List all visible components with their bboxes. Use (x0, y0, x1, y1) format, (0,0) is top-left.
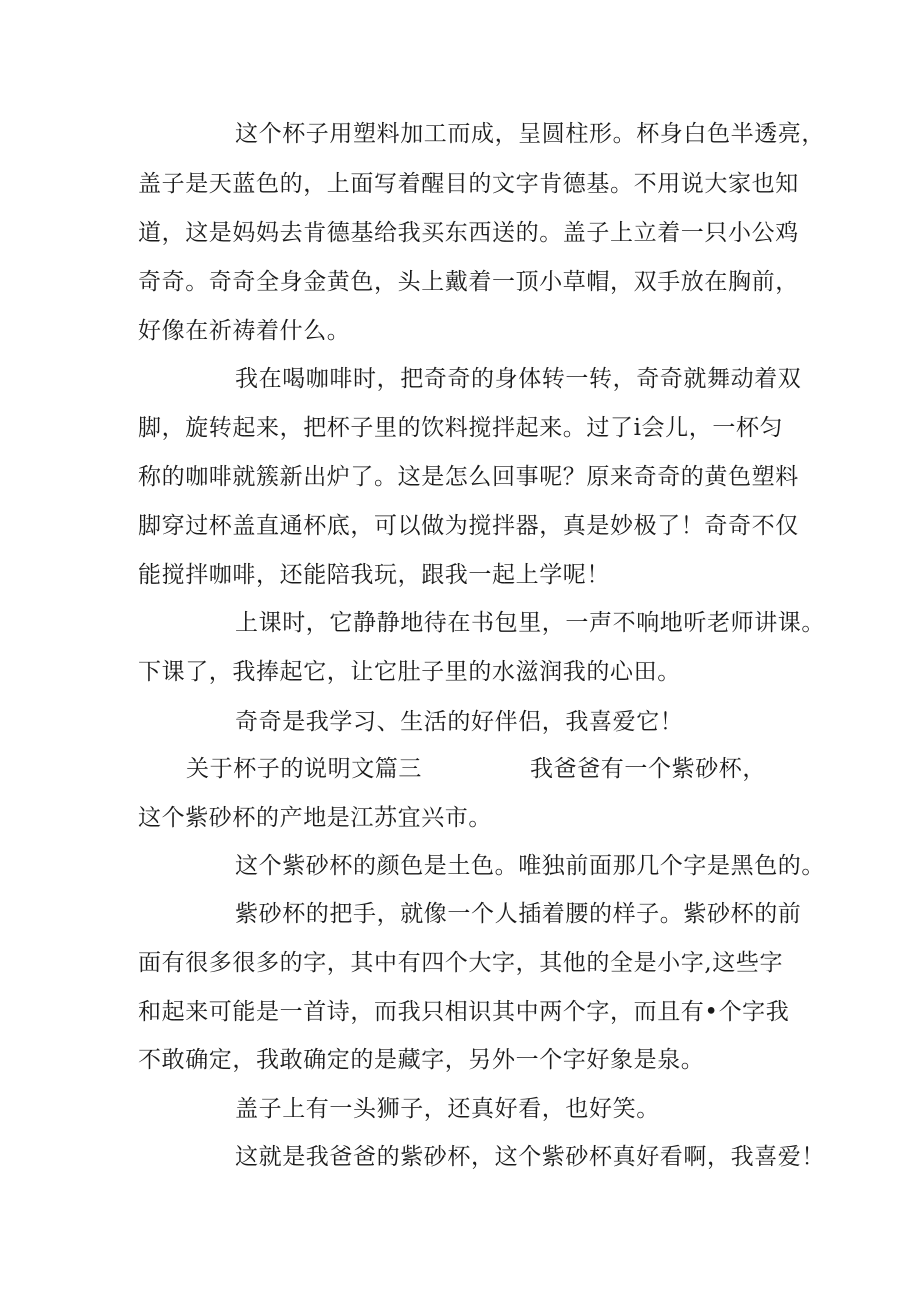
text: 道，这是妈妈去肯德基给我买东西送的。盖子上立着一只小公鸡 (138, 220, 799, 246)
section-heading-tail: 我爸爸有一个紫砂杯， (530, 756, 766, 782)
paragraph-4-line-1 (0, 704, 920, 740)
paragraph-5-line-1 (0, 800, 920, 836)
text: 好像在祈祷着什么。 (138, 318, 351, 344)
section-heading-line (0, 751, 920, 787)
paragraph-9-line-1 (0, 1139, 920, 1175)
text: 盖子是天蓝色的，上面写着醒目的文字肯德基。不用说大家也知 (138, 171, 799, 197)
paragraph-1-line-1 (0, 116, 920, 152)
text: 称的咖啡就簇新出炉了。这是怎么回事呢？原来奇奇的黄色塑料 (138, 464, 799, 490)
paragraph-1-line-2 (0, 166, 920, 202)
text: 盖子上有一头狮子，还真好看，也好笑。 (235, 1096, 660, 1122)
text: 上课时，它静静地待在书包里，一声不响地听老师讲课。 (235, 610, 825, 636)
paragraph-7-line-2 (0, 945, 920, 981)
paragraph-2-line-2 (0, 410, 920, 446)
paragraph-7-line-4 (0, 1042, 920, 1078)
paragraph-2-line-5 (0, 557, 920, 593)
text: 和起来可能是一首诗，而我只相识其中两个字，而且有•个字我 (138, 999, 790, 1025)
text: 面有很多很多的字，其中有四个大字，其他的全是小字,这些字 (138, 950, 784, 976)
paragraph-2-line-4 (0, 508, 920, 544)
paragraph-7-line-3 (0, 994, 920, 1030)
text: 脚穿过杯盖直通杯底，可以做为搅拌器，真是妙极了！奇奇不仅 (138, 513, 799, 539)
paragraph-3-line-2 (0, 654, 920, 690)
paragraph-1-line-3 (0, 215, 920, 251)
paragraph-8-line-1 (0, 1091, 920, 1127)
text: 奇奇。奇奇全身金黄色，头上戴着一顶小草帽，双手放在胸前， (138, 269, 799, 295)
text: 这个杯子用塑料加工而成，呈圆柱形。杯身白色半透亮， (235, 121, 825, 147)
text: 脚，旋转起来，把杯子里的饮料搅拌起来。过了i会儿，一杯匀 (138, 415, 784, 441)
text: 我在喝咖啡时，把奇奇的身体转一转，奇奇就舞动着双 (235, 366, 802, 392)
paragraph-7-line-1 (0, 896, 920, 932)
paragraph-3-line-1 (0, 605, 920, 641)
text: 这个紫砂杯的产地是江苏宜兴市。 (138, 805, 492, 831)
paragraph-1-line-4 (0, 264, 920, 300)
paragraph-6-line-1 (0, 848, 920, 884)
section-heading: 关于杯子的说明文篇三 (186, 756, 422, 782)
text: 不敢确定，我敢确定的是藏字，另外一个字好象是泉。 (138, 1047, 705, 1073)
text: 紫砂杯的把手，就像一个人插着腰的样子。紫砂杯的前 (235, 901, 802, 927)
paragraph-1-line-5 (0, 313, 920, 349)
text: 下课了，我捧起它，让它肚子里的水滋润我的心田。 (138, 659, 681, 685)
text: 这个紫砂杯的颜色是土色。唯独前面那几个字是黑色的。 (235, 853, 825, 879)
paragraph-2-line-1 (0, 361, 920, 397)
text: 这就是我爸爸的紫砂杯，这个紫砂杯真好看啊，我喜爱！ (235, 1144, 825, 1170)
text: 能搅拌咖啡，还能陪我玩，跟我一起上学呢！ (138, 562, 610, 588)
text: 奇奇是我学习、生活的好伴侣，我喜爱它！ (235, 709, 684, 735)
paragraph-2-line-3 (0, 459, 920, 495)
